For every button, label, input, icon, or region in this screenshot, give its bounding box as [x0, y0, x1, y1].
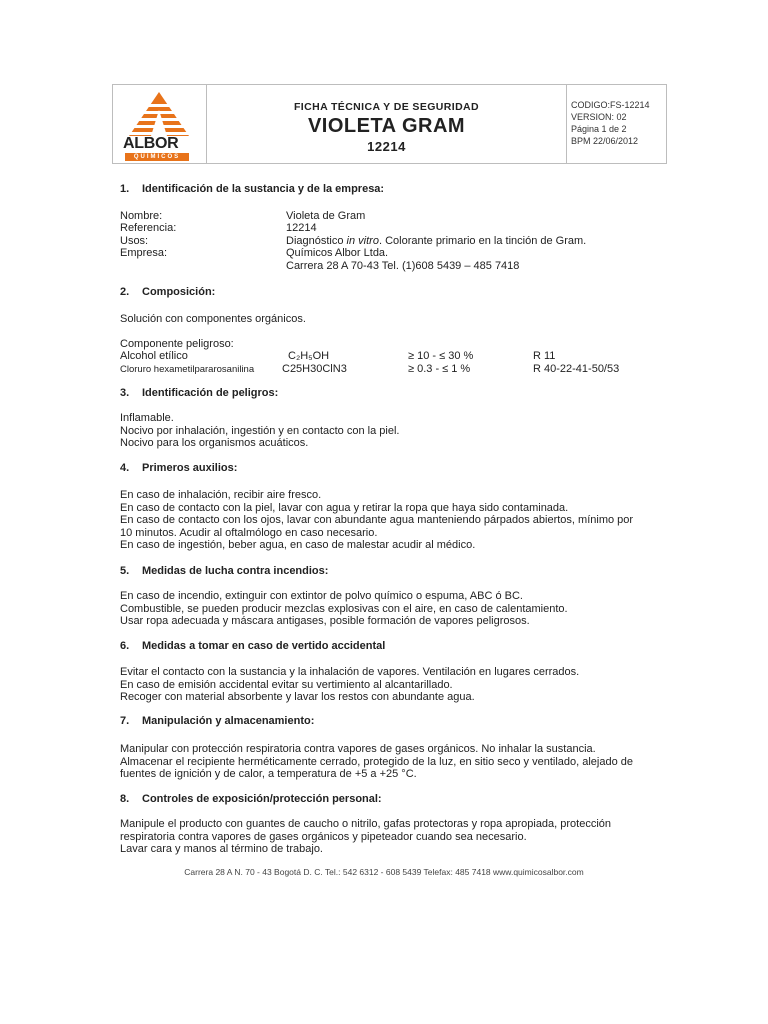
document-version: VERSION: 02	[571, 112, 627, 122]
document-code: CODIGO:FS-12214	[571, 100, 650, 110]
fire-fighting-text	[120, 590, 568, 628]
header-title-block	[207, 85, 567, 163]
handling-line: Almacenar el recipiente herméticamente cerrado, protegido de la luz, en sitio seco y ventilado, alejado de	[120, 755, 634, 768]
albor-logo	[113, 85, 207, 163]
section-title-5: 5. Medidas de lucha contra incendios:	[120, 565, 329, 577]
component-formula: C₂H₅OH	[288, 350, 330, 362]
nombre-value: Violeta de Gram	[286, 210, 366, 222]
bpm-date: BPM 22/06/2012	[571, 136, 639, 146]
component-risk: R 40-22-41-50/53	[533, 363, 620, 375]
document-control-info	[571, 99, 650, 147]
hazard-line: Nocivo para los organismos acuáticos.	[120, 437, 309, 450]
component-name: Alcohol etílico	[120, 350, 188, 362]
referencia-label: Referencia:	[120, 222, 177, 234]
handling-line: fuentes de ignición y de calor, a temperatura de +5 a +25 °C.	[120, 768, 417, 781]
exposure-line: Lavar cara y manos al término de trabajo.	[120, 843, 323, 856]
section-title-2: 2. Composición:	[120, 286, 216, 298]
first-aid-line: En caso de ingestión, beber agua, en caso de malestar acudir al médico.	[120, 539, 476, 552]
section-title-7: 7. Manipulación y almacenamiento:	[120, 715, 315, 727]
document-header	[112, 84, 667, 164]
first-aid-text	[120, 489, 633, 552]
page-number: Página 1 de 2	[571, 124, 627, 134]
section-title-8: 8. Controles de exposición/protección personal:	[120, 793, 382, 805]
spill-line: Evitar el contacto con la sustancia y la inhalación de vapores. Ventilación en lugares cerrados.	[120, 666, 580, 678]
hazard-line: Inflamable.	[120, 412, 174, 424]
page-footer: Carrera 28 A N. 70 - 43 Bogotá D. C. Tel.: 542 6312 - 608 5439 Telefax: 485 7418 www.quimicosalbor.com	[184, 867, 584, 877]
usos-label: Usos:	[120, 235, 149, 247]
fire-line: Combustible, se pueden producir mezclas explosivas con el aire, en caso de calentamiento.	[120, 602, 568, 615]
empresa-address: Carrera 28 A 70-43 Tel. (1)608 5439 – 485 7418	[286, 260, 520, 272]
first-aid-line: En caso de inhalación, recibir aire fresco.	[120, 489, 322, 501]
component-concentration: ≥ 0.3 - ≤ 1 %	[408, 363, 471, 375]
nombre-label: Nombre:	[120, 210, 163, 222]
empresa-value: Químicos Albor Ltda.	[286, 247, 389, 259]
logo-wordmark: ALBOR	[123, 135, 179, 152]
usos-value: Diagnóstico in vitro. Colorante primario en la tinción de Gram.	[286, 235, 587, 247]
spill-line: Recoger con material absorbente y lavar los restos con abundante agua.	[120, 691, 475, 704]
section-title-1: 1. Identificación de la sustancia y de la empresa:	[120, 183, 385, 195]
component-name: Cloruro hexametilpararosanilina	[120, 364, 255, 375]
components-label: Componente peligroso:	[120, 338, 234, 350]
hazard-line: Nocivo por inhalación, ingestión y en contacto con la piel.	[120, 424, 400, 437]
document-subtitle: FICHA TÉCNICA Y DE SEGURIDAD	[293, 101, 480, 113]
handling-text	[120, 743, 633, 781]
handling-line: Manipular con protección respiratoria contra vapores de gases orgánicos. No inhalar la sustancia.	[120, 743, 596, 755]
spill-line: En caso de emisión accidental evitar su vertimiento al alcantarillado.	[120, 678, 453, 691]
first-aid-line: 10 minutos. Acudir al oftalmólogo en caso necesario.	[120, 526, 378, 539]
product-title: VIOLETA GRAM	[307, 115, 466, 137]
first-aid-line: En caso de contacto con la piel, lavar con agua y retirar la ropa que haya sido contaminada.	[120, 501, 569, 514]
albor-logo-triangle-icon	[119, 90, 199, 138]
exposure-line: respiratoria contra vapores de gases orgánicos y pipeteador cuando sea necesario.	[120, 830, 527, 843]
exposure-line: Manipule el producto con guantes de caucho o nitrilo, gafas protectoras y ropa apropiada, protección	[120, 818, 612, 830]
referencia-value: 12214	[286, 222, 317, 234]
logo-strip: QUIMICOS	[125, 153, 189, 161]
empresa-label: Empresa:	[120, 247, 168, 259]
spill-text	[120, 666, 579, 704]
product-code: 12214	[367, 139, 406, 154]
section-title-4: 4. Primeros auxilios:	[120, 462, 238, 474]
composition-intro: Solución con componentes orgánicos.	[120, 313, 306, 325]
section-title-3: 3. Identificación de peligros:	[120, 387, 279, 399]
first-aid-line: En caso de contacto con los ojos, lavar con abundante agua manteniendo párpados abiertos, mínimo por	[120, 514, 634, 527]
section-title-6: 6. Medidas a tomar en caso de vertido accidental	[120, 640, 386, 652]
component-concentration: ≥ 10 - ≤ 30 %	[408, 350, 474, 362]
fire-line: En caso de incendio, extinguir con extintor de polvo químico o espuma, ABC ó BC.	[120, 590, 523, 602]
component-formula: C25H30ClN3	[282, 363, 347, 375]
hazards-list	[120, 412, 399, 450]
component-risk: R 11	[533, 350, 556, 362]
exposure-text	[120, 818, 611, 856]
fire-line: Usar ropa adecuada y máscara antigases, posible formación de vapores peligrosos.	[120, 615, 530, 628]
